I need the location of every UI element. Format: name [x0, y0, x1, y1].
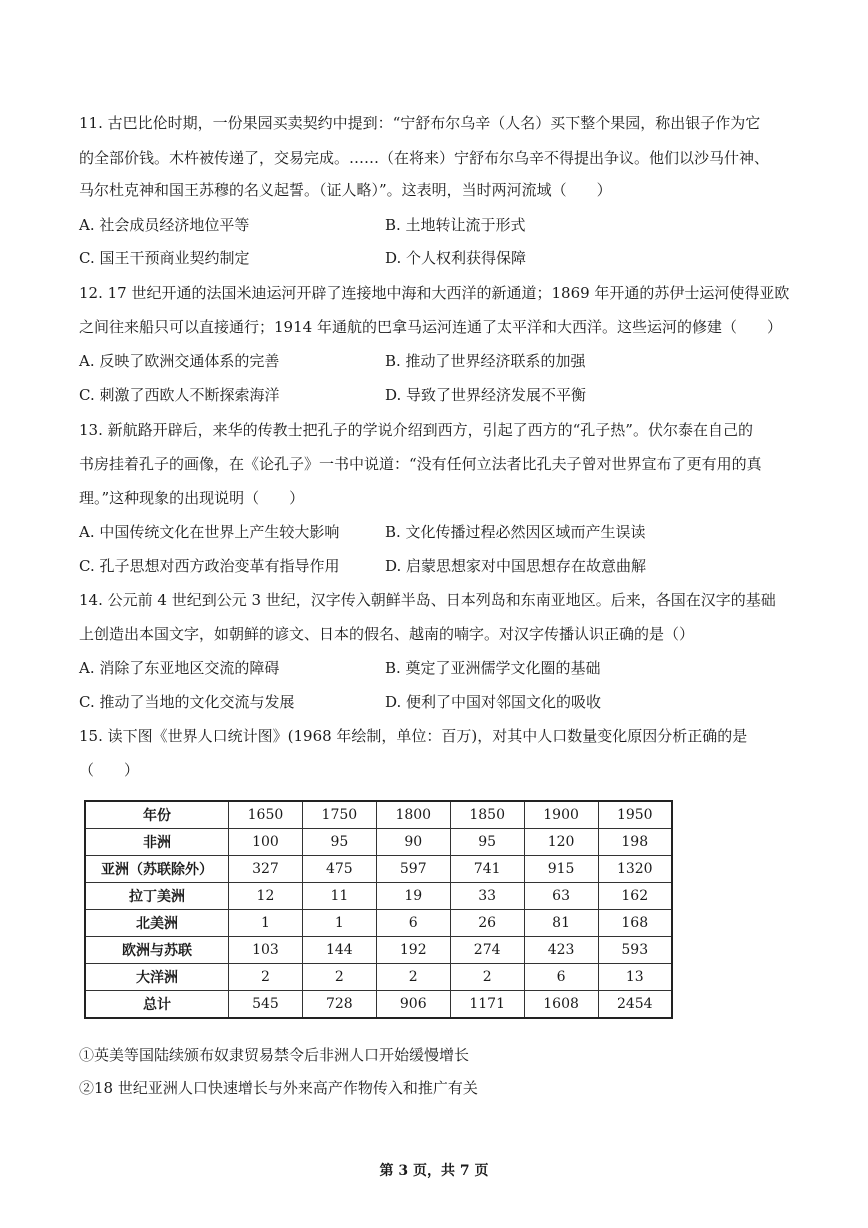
q14-stem-line-2: 上创造出本国文字，如朝鲜的谚文、日本的假名、越南的喃字。对汉字传播认识正确的是（）	[79, 625, 695, 643]
table-cell: 423	[524, 937, 598, 964]
table-cell: 欧洲与苏联	[85, 937, 229, 964]
table-cell: 1320	[598, 856, 672, 883]
table-cell: 11	[302, 883, 376, 910]
table-cell: 274	[450, 937, 524, 964]
table-cell: 1	[229, 910, 303, 937]
q11-stem-line-3: 马尔杜克神和国王苏穆的名义起誓。（证人略）”。这表明，当时两河流域（ ）	[79, 181, 612, 199]
table-cell: 728	[302, 991, 376, 1019]
q14-stem-line-1: 14. 公元前 4 世纪到公元 3 世纪，汉字传入朝鲜半岛、日本列岛和东南亚地区。后来，各国在汉字的基础	[79, 591, 776, 609]
table-cell: 915	[524, 856, 598, 883]
table-cell: 168	[598, 910, 672, 937]
q15-statement-2: ②18 世纪亚洲人口快速增长与外来高产作物传入和推广有关	[79, 1079, 478, 1097]
table-cell: 2454	[598, 991, 672, 1019]
table-cell: 1900	[524, 801, 598, 829]
q13-stem-line-2: 书房挂着孔子的画像，在《论孔子》一书中说道：“没有任何立法者比孔夫子曾对世界宣布了更有用的真	[79, 455, 762, 473]
q12-option-d: D. 导致了世界经济发展不平衡	[385, 386, 587, 404]
table-cell: 6	[524, 964, 598, 991]
table-row	[85, 829, 672, 856]
table-row	[85, 801, 672, 829]
table-cell: 95	[302, 829, 376, 856]
q13-option-a: A. 中国传统文化在世界上产生较大影响	[79, 523, 340, 541]
table-row	[85, 937, 672, 964]
table-row	[85, 856, 672, 883]
q14-option-d: D. 便利了中国对邻国文化的吸收	[385, 693, 602, 711]
table-cell: 545	[229, 991, 303, 1019]
q13-option-b: B. 文化传播过程必然因区域而产生误读	[385, 523, 646, 541]
q12-option-a: A. 反映了欧洲交通体系的完善	[79, 352, 280, 370]
table-cell: 1750	[302, 801, 376, 829]
table-cell: 597	[376, 856, 450, 883]
table-cell: 33	[450, 883, 524, 910]
table-cell: 年份	[85, 801, 229, 829]
table-cell: 327	[229, 856, 303, 883]
q11-stem-line-1: 11. 古巴比伦时期，一份果园买卖契约中提到：“宁舒布尔乌辛（人名）买下整个果园，称出银子作为它	[79, 114, 761, 132]
population-table	[84, 800, 673, 1019]
table-cell: 1171	[450, 991, 524, 1019]
table-cell: 2	[302, 964, 376, 991]
table-cell: 593	[598, 937, 672, 964]
table-cell: 103	[229, 937, 303, 964]
table-row	[85, 910, 672, 937]
q12-option-b: B. 推动了世界经济联系的加强	[385, 352, 586, 370]
table-cell: 192	[376, 937, 450, 964]
table-cell: 198	[598, 829, 672, 856]
table-cell: 1950	[598, 801, 672, 829]
table-cell: 162	[598, 883, 672, 910]
q11-option-a: A. 社会成员经济地位平等	[79, 216, 250, 234]
q13-stem-line-1: 13. 新航路开辟后，来华的传教士把孔子的学说介绍到西方，引起了西方的“孔子热”。伏尔泰在自己的	[79, 421, 753, 439]
table-cell: 906	[376, 991, 450, 1019]
q12-option-c: C. 刺激了西欧人不断探索海洋	[79, 386, 280, 404]
table-cell: 13	[598, 964, 672, 991]
page-footer: 第 3 页，共 7 页	[379, 1163, 489, 1179]
table-cell: 81	[524, 910, 598, 937]
table-cell: 90	[376, 829, 450, 856]
q15-stem-line-2: （ ）	[79, 761, 140, 779]
q13-option-c: C. 孔子思想对西方政治变革有指导作用	[79, 557, 340, 575]
table-cell: 144	[302, 937, 376, 964]
table-cell: 1608	[524, 991, 598, 1019]
table-cell: 1850	[450, 801, 524, 829]
table-cell: 2	[229, 964, 303, 991]
q13-option-d: D. 启蒙思想家对中国思想存在故意曲解	[385, 557, 647, 575]
table-cell: 2	[450, 964, 524, 991]
table-cell: 1	[302, 910, 376, 937]
table-cell: 北美洲	[85, 910, 229, 937]
table-cell: 亚洲（苏联除外）	[85, 856, 229, 883]
table-row	[85, 964, 672, 991]
q15-stem-line-1: 15. 读下图《世界人口统计图》(1968 年绘制，单位：百万)，对其中人口数量变化原因分析正确的是	[79, 727, 748, 745]
table-cell: 总计	[85, 991, 229, 1019]
table-cell: 6	[376, 910, 450, 937]
table-cell: 19	[376, 883, 450, 910]
q11-option-c: C. 国王干预商业契约制定	[79, 249, 250, 267]
q12-stem-line-1: 12. 17 世纪开通的法国米迪运河开辟了连接地中海和大西洋的新通道；1869 年开通的苏伊士运河使得亚欧	[79, 284, 790, 302]
q11-option-b: B. 土地转让流于形式	[385, 216, 526, 234]
table-cell: 63	[524, 883, 598, 910]
q11-stem-line-2: 的全部价钱。木杵被传递了，交易完成。……（在将来）宁舒布尔乌辛不得提出争议。他们以沙马什神、	[79, 149, 770, 167]
q14-option-c: C. 推动了当地的文化交流与发展	[79, 693, 295, 711]
q13-stem-line-3: 理。”这种现象的出现说明（ ）	[79, 489, 305, 507]
q11-option-d: D. 个人权利获得保障	[385, 249, 527, 267]
table-cell: 100	[229, 829, 303, 856]
table-cell: 大洋洲	[85, 964, 229, 991]
table-cell: 26	[450, 910, 524, 937]
q14-option-a: A. 消除了东亚地区交流的障碍	[79, 659, 280, 677]
table-row	[85, 883, 672, 910]
table-cell: 1650	[229, 801, 303, 829]
table-cell: 1800	[376, 801, 450, 829]
table-cell: 475	[302, 856, 376, 883]
q14-option-b: B. 奠定了亚洲儒学文化圈的基础	[385, 659, 601, 677]
table-cell: 95	[450, 829, 524, 856]
table-cell: 2	[376, 964, 450, 991]
q12-stem-line-2: 之间往来船只可以直接通行；1914 年通航的巴拿马运河连通了太平洋和大西洋。这些运河的修建（ ）	[79, 318, 782, 336]
table-cell: 非洲	[85, 829, 229, 856]
table-cell: 120	[524, 829, 598, 856]
table-row	[85, 991, 672, 1019]
q15-statement-1: ①英美等国陆续颁布奴隶贸易禁令后非洲人口开始缓慢增长	[79, 1046, 470, 1064]
table-cell: 拉丁美洲	[85, 883, 229, 910]
table-cell: 741	[450, 856, 524, 883]
table-cell: 12	[229, 883, 303, 910]
